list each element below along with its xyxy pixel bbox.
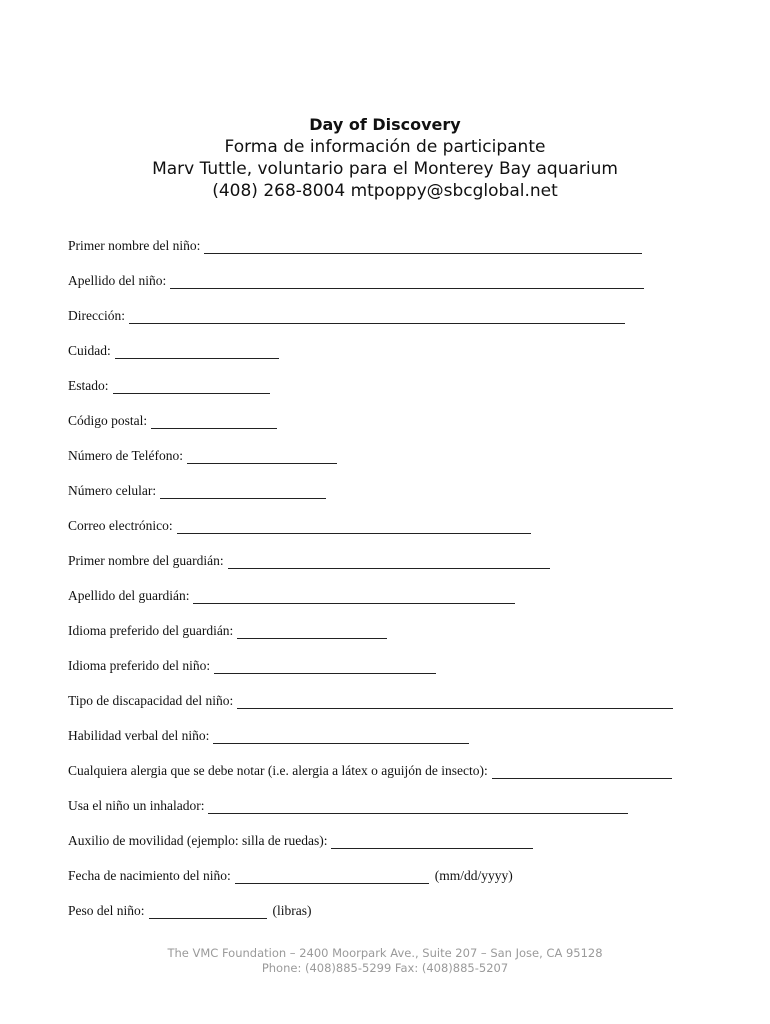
- guardian-language-input[interactable]: [237, 624, 387, 639]
- field-guardian-last-name: [68, 584, 515, 604]
- field-label: Apellido del niño:: [68, 273, 167, 288]
- field-label: Correo electrónico:: [68, 518, 173, 533]
- field-guardian-language: [68, 619, 387, 639]
- field-label: Peso del niño:: [68, 903, 145, 918]
- phone-input[interactable]: [187, 449, 337, 464]
- field-disability-type: [68, 689, 673, 709]
- field-label: Usa el niño un inhalador:: [68, 798, 205, 813]
- document-title: Day of Discovery: [309, 115, 461, 134]
- footer-phone-fax: Phone: (408)885-5299 Fax: (408)885-5207: [261, 961, 509, 975]
- field-inhaler: [68, 794, 628, 814]
- field-label: Cualquiera alergia que se debe notar (i.e. alergia a látex o aguijón de insecto):: [68, 763, 488, 778]
- weight-input[interactable]: [149, 904, 267, 919]
- mobility-aid-input[interactable]: [331, 834, 533, 849]
- guardian-first-name-input[interactable]: [228, 554, 550, 569]
- field-address: [68, 304, 625, 324]
- field-phone: [68, 444, 337, 464]
- contact-line: (408) 268-8004 mtpoppy@sbcglobal.net: [212, 181, 558, 201]
- birth-date-input[interactable]: [235, 869, 429, 884]
- child-language-input[interactable]: [214, 659, 436, 674]
- field-allergies: [68, 759, 672, 779]
- field-weight: [68, 899, 311, 919]
- field-cell-phone: [68, 479, 326, 499]
- field-label: Dirección:: [68, 308, 125, 323]
- field-email: [68, 514, 531, 534]
- field-child-last-name: [68, 269, 644, 289]
- field-birth-date: [68, 864, 513, 884]
- field-postal-code: [68, 409, 277, 429]
- field-label: Auxilio de movilidad (ejemplo: silla de ruedas):: [68, 833, 328, 848]
- field-label: Idioma preferido del niño:: [68, 658, 211, 673]
- weight-unit-hint: (libras): [272, 903, 312, 918]
- field-label: Habilidad verbal del niño:: [68, 728, 210, 743]
- child-last-name-input[interactable]: [170, 274, 644, 289]
- field-label: Primer nombre del guardián:: [68, 553, 224, 568]
- field-label: Número de Teléfono:: [68, 448, 184, 463]
- field-state: [68, 374, 270, 394]
- field-mobility-aid: [68, 829, 533, 849]
- field-label: Estado:: [68, 378, 109, 393]
- field-city: [68, 339, 279, 359]
- footer-address: The VMC Foundation – 2400 Moorpark Ave., Suite 207 – San Jose, CA 95128: [167, 946, 603, 960]
- field-label: Código postal:: [68, 413, 148, 428]
- field-label: Fecha de nacimiento del niño:: [68, 868, 231, 883]
- child-first-name-input[interactable]: [204, 239, 642, 254]
- inhaler-input[interactable]: [208, 799, 628, 814]
- field-verbal-ability: [68, 724, 469, 744]
- field-label: Tipo de discapacidad del niño:: [68, 693, 234, 708]
- page-footer: [0, 946, 770, 976]
- field-child-language: [68, 654, 436, 674]
- field-label: Idioma preferido del guardián:: [68, 623, 234, 638]
- disability-type-input[interactable]: [237, 694, 673, 709]
- cell-phone-input[interactable]: [160, 484, 326, 499]
- document-subtitle: Forma de información de participante: [224, 137, 546, 157]
- field-label: Cuidad:: [68, 343, 111, 358]
- verbal-ability-input[interactable]: [213, 729, 469, 744]
- guardian-last-name-input[interactable]: [193, 589, 515, 604]
- field-label: Apellido del guardián:: [68, 588, 190, 603]
- field-label: Número celular:: [68, 483, 157, 498]
- city-input[interactable]: [115, 344, 279, 359]
- field-child-first-name: [68, 234, 642, 254]
- email-input[interactable]: [177, 519, 531, 534]
- organizer-line: Marv Tuttle, voluntario para el Monterey Bay aquarium: [152, 159, 618, 179]
- state-input[interactable]: [113, 379, 270, 394]
- postal-code-input[interactable]: [151, 414, 277, 429]
- allergies-input[interactable]: [492, 764, 672, 779]
- field-guardian-first-name: [68, 549, 550, 569]
- address-input[interactable]: [129, 309, 625, 324]
- field-label: Primer nombre del niño:: [68, 238, 201, 253]
- date-format-hint: (mm/dd/yyyy): [434, 868, 513, 883]
